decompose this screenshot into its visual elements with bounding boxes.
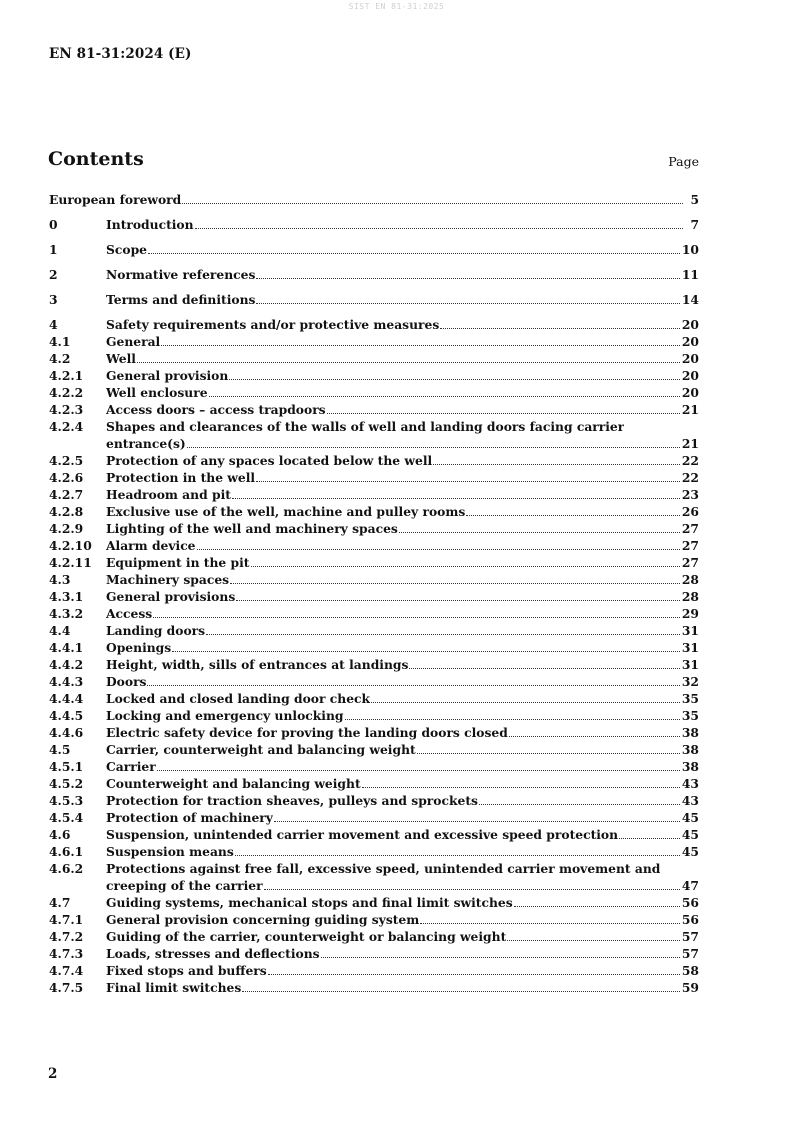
dot-leader xyxy=(321,957,680,958)
toc-entry-page: 43 xyxy=(681,793,699,808)
toc-entry-number: 4 xyxy=(49,317,58,332)
dot-leader xyxy=(327,413,680,414)
toc-entry[interactable] xyxy=(49,656,699,673)
dot-leader xyxy=(182,203,683,204)
dot-leader xyxy=(509,736,680,737)
toc-entry[interactable] xyxy=(49,843,699,860)
toc-entry[interactable] xyxy=(49,486,699,503)
dot-leader xyxy=(153,617,680,618)
toc-entry-title: Final limit switches xyxy=(106,980,242,995)
dot-leader xyxy=(206,634,680,635)
toc-entry[interactable] xyxy=(49,792,699,809)
toc-entry-number: 3 xyxy=(49,292,58,307)
toc-entry-page: 45 xyxy=(681,810,699,825)
dot-leader xyxy=(172,651,680,652)
toc-entry[interactable] xyxy=(49,537,699,554)
toc-entry-page: 35 xyxy=(681,691,699,706)
toc-entry-title: Guiding systems, mechanical stops and final limit switches xyxy=(106,895,513,910)
toc-entry[interactable] xyxy=(49,860,699,894)
toc-entry-page: 20 xyxy=(681,385,699,400)
toc-entry-title: General provisions xyxy=(106,589,236,604)
dot-leader xyxy=(417,753,680,754)
toc-entry-number: 4.7 xyxy=(49,895,71,910)
toc-entry[interactable] xyxy=(49,758,699,775)
toc-entry-number: 4.3.1 xyxy=(49,589,84,604)
toc-entry[interactable] xyxy=(49,588,699,605)
toc-entry-title: Protection in the well xyxy=(106,470,256,485)
toc-entry-page: 38 xyxy=(681,759,699,774)
toc-entry-number: 4.2.9 xyxy=(49,521,84,536)
toc-entry-page: 26 xyxy=(681,504,699,519)
toc-entry-page: 31 xyxy=(681,623,699,638)
toc-entry[interactable] xyxy=(49,350,699,367)
dot-leader xyxy=(232,498,680,499)
toc-entry-page: 10 xyxy=(681,242,699,257)
toc-entry-number: 4.2.1 xyxy=(49,368,84,383)
toc-entry-title: Locked and closed landing door check xyxy=(106,691,371,706)
toc-entry-page: 23 xyxy=(681,487,699,502)
dot-leader xyxy=(137,362,680,363)
dot-leader xyxy=(256,303,679,304)
toc-entry-title: Protection of any spaces located below the well xyxy=(106,453,433,468)
toc-entry-number: 4.7.3 xyxy=(49,946,84,961)
toc-entry-number: 4.2.5 xyxy=(49,453,84,468)
toc-entry-title: Protections against free fall, excessive speed, unintended carrier movement and xyxy=(106,861,661,876)
toc-entry-title: Locking and emergency unlocking xyxy=(106,708,344,723)
toc-entry-page: 14 xyxy=(681,292,699,307)
toc-entry[interactable] xyxy=(49,826,699,843)
toc-entry[interactable] xyxy=(49,605,699,622)
dot-leader xyxy=(345,719,680,720)
toc-entry-page: 43 xyxy=(681,776,699,791)
toc-entry-title: Suspension means xyxy=(106,844,234,859)
toc-entry-number: 4.2 xyxy=(49,351,71,366)
toc-entry[interactable] xyxy=(49,216,699,233)
toc-entry[interactable] xyxy=(49,401,699,418)
dot-leader xyxy=(362,787,680,788)
toc-entry-page: 28 xyxy=(681,572,699,587)
toc-entry-number: 1 xyxy=(49,242,58,257)
toc-entry-page: 29 xyxy=(681,606,699,621)
toc-entry-number: 4.5 xyxy=(49,742,71,757)
dot-leader xyxy=(433,464,680,465)
toc-entry[interactable] xyxy=(49,911,699,928)
toc-entry-title: Well enclosure xyxy=(106,385,208,400)
toc-entry-title: Equipment in the pit xyxy=(106,555,250,570)
watermark: SIST EN 81-31:2025 xyxy=(348,2,445,11)
toc-entry[interactable] xyxy=(49,945,699,962)
toc-entry[interactable] xyxy=(49,452,699,469)
toc-entry-number: 4.2.2 xyxy=(49,385,84,400)
toc-entry[interactable] xyxy=(49,707,699,724)
toc-entry-title: Machinery spaces xyxy=(106,572,230,587)
toc-entry-page: 27 xyxy=(681,538,699,553)
toc-entry-title: Openings xyxy=(106,640,172,655)
toc-entry-page: 11 xyxy=(681,267,699,282)
toc-entry-title: Headroom and pit xyxy=(106,487,231,502)
dot-leader xyxy=(514,906,680,907)
toc-entry[interactable] xyxy=(49,191,699,208)
toc-entry-page: 21 xyxy=(681,402,699,417)
toc-entry[interactable] xyxy=(49,384,699,401)
toc-entry[interactable] xyxy=(49,333,699,350)
toc-entry-page: 47 xyxy=(681,878,699,893)
toc-entry[interactable] xyxy=(49,775,699,792)
toc-entry-page: 20 xyxy=(681,368,699,383)
toc-entry-number: 4.6.1 xyxy=(49,844,84,859)
toc-entry-page: 45 xyxy=(681,844,699,859)
contents-heading: Contents xyxy=(48,148,144,170)
toc-entry-number: 4.6 xyxy=(49,827,71,842)
dot-leader xyxy=(264,889,680,890)
toc-entry-page: 38 xyxy=(681,725,699,740)
toc-entry[interactable] xyxy=(49,673,699,690)
dot-leader xyxy=(268,974,680,975)
dot-leader xyxy=(236,600,680,601)
toc-entry-title: Protection of machinery xyxy=(106,810,273,825)
toc-entry-number: 0 xyxy=(49,217,58,232)
toc-entry-number: 4.5.1 xyxy=(49,759,84,774)
toc-entry-page: 38 xyxy=(681,742,699,757)
toc-entry-page: 20 xyxy=(681,334,699,349)
toc-entry-title: Normative references xyxy=(106,267,256,282)
toc-entry-number: 4.7.1 xyxy=(49,912,84,927)
toc-entry-title: Terms and definitions xyxy=(106,292,256,307)
toc-entry[interactable] xyxy=(49,622,699,639)
toc-entry-title: Shapes and clearances of the walls of well and landing doors facing carrier xyxy=(106,419,625,434)
dot-leader xyxy=(420,923,680,924)
toc-entry-number: 4.7.5 xyxy=(49,980,84,995)
toc-entry-title: General provision concerning guiding system xyxy=(106,912,420,927)
toc-entry-number: 4.3.2 xyxy=(49,606,84,621)
toc-entry-number: 4.2.3 xyxy=(49,402,84,417)
toc-entry[interactable] xyxy=(49,503,699,520)
toc-entry-page: 22 xyxy=(681,453,699,468)
dot-leader xyxy=(197,549,680,550)
toc-entry-title: Access xyxy=(106,606,153,621)
toc-entry[interactable] xyxy=(49,741,699,758)
toc-entry-page: 28 xyxy=(681,589,699,604)
toc-entry-title: Scope xyxy=(106,242,147,257)
toc-entry-page: 27 xyxy=(681,521,699,536)
toc-entry-number: 4.4.5 xyxy=(49,708,84,723)
dot-leader xyxy=(229,379,680,380)
dot-leader xyxy=(479,804,680,805)
toc-entry-page: 58 xyxy=(681,963,699,978)
dot-leader xyxy=(619,838,680,839)
toc-entry-title: Exclusive use of the well, machine and pulley rooms xyxy=(106,504,466,519)
toc-entry[interactable] xyxy=(49,894,699,911)
toc-entry-title-continued: creeping of the carrier xyxy=(106,878,263,893)
toc-entry[interactable] xyxy=(49,554,699,571)
dot-leader xyxy=(209,396,680,397)
toc-entry-title-continued: entrance(s) xyxy=(106,436,186,451)
toc-entry-title: Protection for traction sheaves, pulleys and sprockets xyxy=(106,793,478,808)
toc-entry-page: 22 xyxy=(681,470,699,485)
toc-entry[interactable] xyxy=(49,928,699,945)
toc-entry-title: Loads, stresses and deflections xyxy=(106,946,320,961)
toc-entry-number: 4.2.11 xyxy=(49,555,92,570)
toc-entry-title: Lighting of the well and machinery spaces xyxy=(106,521,398,536)
toc-entry-page: 31 xyxy=(681,640,699,655)
toc-entry[interactable] xyxy=(49,316,699,333)
dot-leader xyxy=(195,228,683,229)
toc-entry-page: 35 xyxy=(681,708,699,723)
toc-entry-page: 32 xyxy=(681,674,699,689)
dot-leader xyxy=(371,702,680,703)
toc-entry[interactable] xyxy=(49,809,699,826)
toc-entry-number: 4.2.8 xyxy=(49,504,84,519)
toc-entry-number: 4.7.4 xyxy=(49,963,84,978)
page-column-label: Page xyxy=(668,154,699,169)
toc-entry-number: 4.3 xyxy=(49,572,71,587)
toc-entry-number: 4.6.2 xyxy=(49,861,84,876)
toc-entry-number: 4.2.4 xyxy=(49,419,84,434)
toc-entry-title: Carrier xyxy=(106,759,156,774)
toc-entry-number: 4.5.4 xyxy=(49,810,84,825)
toc-entry-page: 20 xyxy=(681,351,699,366)
toc-entry[interactable] xyxy=(49,469,699,486)
toc-entry-title: Well xyxy=(106,351,136,366)
toc-entry-title: Height, width, sills of entrances at landings xyxy=(106,657,409,672)
toc-entry[interactable] xyxy=(49,724,699,741)
toc-entry-number: 4.4.1 xyxy=(49,640,84,655)
toc-entry-title: Doors xyxy=(106,674,147,689)
toc-entry[interactable] xyxy=(49,418,699,452)
toc-entry-title: General provision xyxy=(106,368,229,383)
toc-entry[interactable] xyxy=(49,520,699,537)
toc-entry-title: General xyxy=(106,334,161,349)
toc-entry-number: 4.4.6 xyxy=(49,725,84,740)
dot-leader xyxy=(440,328,680,329)
toc-entry-title: Safety requirements and/or protective measures xyxy=(106,317,440,332)
dot-leader xyxy=(409,668,679,669)
toc-entry[interactable] xyxy=(49,266,699,283)
toc-entry-page: 59 xyxy=(681,980,699,995)
page-number: 2 xyxy=(48,1066,58,1082)
toc-entry[interactable] xyxy=(49,979,699,996)
toc-entry-page: 45 xyxy=(681,827,699,842)
toc-entry-page: 27 xyxy=(681,555,699,570)
toc-entry-title: Fixed stops and buffers xyxy=(106,963,267,978)
toc-entry-number: 4.4.3 xyxy=(49,674,84,689)
toc-entry-page: 21 xyxy=(681,436,699,451)
dot-leader xyxy=(161,345,680,346)
dot-leader xyxy=(466,515,680,516)
toc-entry[interactable] xyxy=(49,367,699,384)
toc-entry-title: Counterweight and balancing weight xyxy=(106,776,361,791)
dot-leader xyxy=(251,566,680,567)
toc-entry-title: Carrier, counterweight and balancing weight xyxy=(106,742,416,757)
toc-entry-page: 20 xyxy=(681,317,699,332)
dot-leader xyxy=(399,532,680,533)
toc-entry-page: 56 xyxy=(681,895,699,910)
toc-entry[interactable] xyxy=(49,291,699,308)
dot-leader xyxy=(507,940,680,941)
toc-entry-number: 4.2.6 xyxy=(49,470,84,485)
toc-entry[interactable] xyxy=(49,690,699,707)
toc-entry-title: European foreword xyxy=(49,192,182,207)
toc-entry-number: 4.1 xyxy=(49,334,71,349)
toc-entry-number: 4.2.10 xyxy=(49,538,92,553)
toc-entry-page: 7 xyxy=(690,217,699,232)
toc-entry-title: Guiding of the carrier, counterweight or balancing weight xyxy=(106,929,507,944)
toc-entry-page: 5 xyxy=(690,192,699,207)
toc-entry[interactable] xyxy=(49,639,699,656)
toc-entry-title: Alarm device xyxy=(106,538,196,553)
toc-entry-number: 4.4.2 xyxy=(49,657,84,672)
toc-entry-number: 4.5.2 xyxy=(49,776,84,791)
toc-entry-title: Introduction xyxy=(106,217,194,232)
toc-entry-number: 4.2.7 xyxy=(49,487,84,502)
dot-leader xyxy=(230,583,680,584)
dot-leader xyxy=(147,685,679,686)
document-id: EN 81-31:2024 (E) xyxy=(49,46,192,62)
toc-entry-number: 2 xyxy=(49,267,58,282)
toc-entry-page: 31 xyxy=(681,657,699,672)
dot-leader xyxy=(274,821,680,822)
toc-entry-number: 4.7.2 xyxy=(49,929,84,944)
toc-entry-page: 57 xyxy=(681,946,699,961)
toc-entry[interactable] xyxy=(49,962,699,979)
dot-leader xyxy=(157,770,680,771)
dot-leader xyxy=(256,278,679,279)
toc-entry-title: Landing doors xyxy=(106,623,206,638)
dot-leader xyxy=(187,447,680,448)
toc-entry-page: 56 xyxy=(681,912,699,927)
dot-leader xyxy=(256,481,680,482)
toc-entry-title: Access doors – access trapdoors xyxy=(106,402,326,417)
toc-entry[interactable] xyxy=(49,241,699,258)
toc-entry-title: Electric safety device for proving the landing doors closed xyxy=(106,725,508,740)
dot-leader xyxy=(235,855,680,856)
toc-entry[interactable] xyxy=(49,571,699,588)
toc-entry-number: 4.4 xyxy=(49,623,71,638)
dot-leader xyxy=(242,991,680,992)
toc-entry-number: 4.4.4 xyxy=(49,691,84,706)
toc-entry-number: 4.5.3 xyxy=(49,793,84,808)
table-of-contents xyxy=(49,191,699,996)
toc-entry-title: Suspension, unintended carrier movement and excessive speed protection xyxy=(106,827,619,842)
dot-leader xyxy=(148,253,680,254)
toc-entry-page: 57 xyxy=(681,929,699,944)
